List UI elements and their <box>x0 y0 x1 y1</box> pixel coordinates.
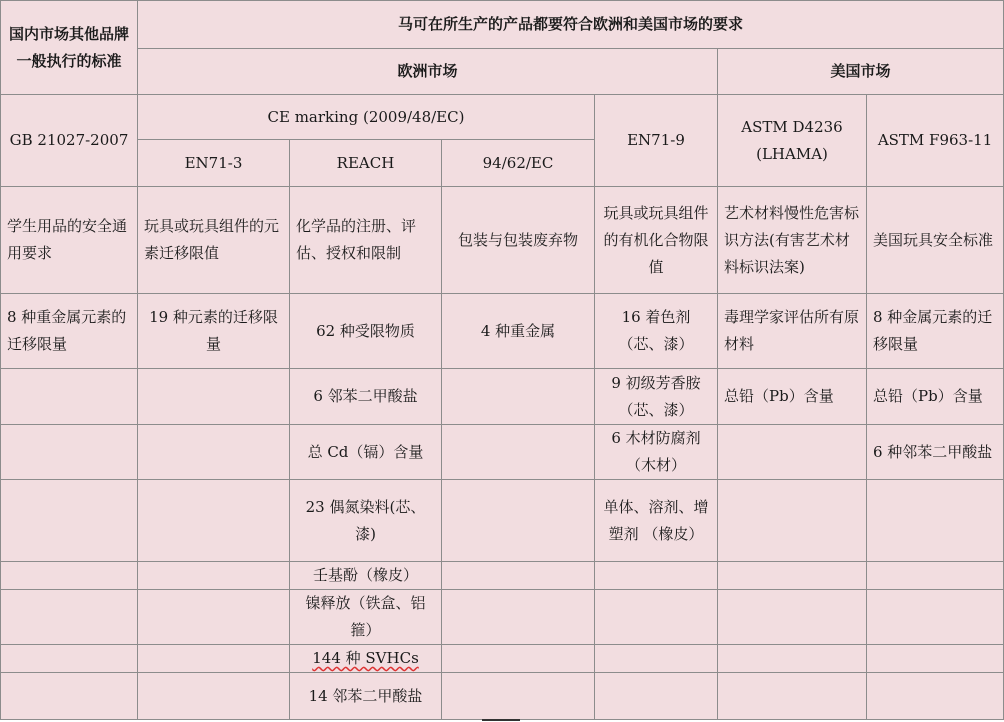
empty-cell <box>138 673 290 720</box>
table-row <box>1 480 1004 562</box>
empty-cell <box>867 673 1004 720</box>
empty-cell <box>1 590 138 645</box>
table-row <box>1 369 1004 425</box>
packaging-standard: 94/62/EC <box>442 140 595 187</box>
reach-description: 化学品的注册、评估、授权和限制 <box>290 187 442 294</box>
gb-limit: 8 种重金属元素的迁移限量 <box>1 294 138 369</box>
limits-row <box>1 294 1004 369</box>
en71-3-description: 玩具或玩具组件的元素迁移限值 <box>138 187 290 294</box>
empty-cell <box>1 425 138 480</box>
empty-cell <box>595 645 718 673</box>
empty-cell <box>718 480 867 562</box>
description-row <box>1 187 1004 294</box>
empty-cell <box>442 673 595 720</box>
empty-cell <box>595 673 718 720</box>
empty-cell <box>442 590 595 645</box>
empty-cell <box>867 480 1004 562</box>
reach-item: 总 Cd（镉）含量 <box>290 425 442 480</box>
reach-item: 镍释放（铁盒、铝箍） <box>290 590 442 645</box>
domestic-header: 国内市场其他品牌一般执行的标准 <box>1 1 138 95</box>
empty-cell <box>138 425 290 480</box>
astm-d4236-description: 艺术材料慢性危害标识方法(有害艺术材料标识法案) <box>718 187 867 294</box>
divider <box>482 719 520 721</box>
packaging-limit: 4 种重金属 <box>442 294 595 369</box>
empty-cell <box>595 562 718 590</box>
astm-f963-item: 总铅（Pb）含量 <box>867 369 1004 425</box>
astm-d4236-item: 总铅（Pb）含量 <box>718 369 867 425</box>
table-row <box>1 673 1004 720</box>
en71-3-standard: EN71-3 <box>138 140 290 187</box>
reach-item: 23 偶氮染料(芯、漆) <box>290 480 442 562</box>
en71-3-limit: 19 种元素的迁移限量 <box>138 294 290 369</box>
astm-f963-limit: 8 种金属元素的迁移限量 <box>867 294 1004 369</box>
us-market-header: 美国市场 <box>718 49 1004 95</box>
astm-d4236-limit: 毒理学家评估所有原材料 <box>718 294 867 369</box>
reach-item: 壬基酚（橡皮） <box>290 562 442 590</box>
empty-cell <box>595 590 718 645</box>
empty-cell <box>138 590 290 645</box>
en71-9-limit: 16 着色剂（芯、漆） <box>595 294 718 369</box>
empty-cell <box>718 673 867 720</box>
table-row <box>1 425 1004 480</box>
en71-9-item: 9 初级芳香胺（芯、漆） <box>595 369 718 425</box>
empty-cell <box>1 369 138 425</box>
astm-d4236-standard: ASTM D4236 (LHAMA) <box>718 95 867 187</box>
standards-row-a <box>1 95 1004 140</box>
astm-f963-item: 6 种邻苯二甲酸盐 <box>867 425 1004 480</box>
empty-cell <box>1 645 138 673</box>
empty-cell <box>442 369 595 425</box>
astm-f963-description: 美国玩具安全标准 <box>867 187 1004 294</box>
packaging-description: 包装与包装废弃物 <box>442 187 595 294</box>
empty-cell <box>718 590 867 645</box>
en71-9-item: 单体、溶剂、增塑剂 （橡皮） <box>595 480 718 562</box>
empty-cell <box>138 480 290 562</box>
header-row-2 <box>1 49 1004 95</box>
table-row <box>1 562 1004 590</box>
astm-f963-standard: ASTM F963-11 <box>867 95 1004 187</box>
en71-9-description: 玩具或玩具组件的有机化合物限值 <box>595 187 718 294</box>
eu-market-header: 欧洲市场 <box>138 49 718 95</box>
en71-9-item: 6 木材防腐剂（木材） <box>595 425 718 480</box>
empty-cell <box>442 645 595 673</box>
empty-cell <box>442 480 595 562</box>
empty-cell <box>718 562 867 590</box>
empty-cell <box>138 369 290 425</box>
reach-limit: 62 种受限物质 <box>290 294 442 369</box>
reach-standard: REACH <box>290 140 442 187</box>
gb-standard: GB 21027-2007 <box>1 95 138 187</box>
empty-cell <box>138 562 290 590</box>
header-row-1 <box>1 1 1004 49</box>
empty-cell <box>718 645 867 673</box>
empty-cell <box>442 425 595 480</box>
empty-cell <box>1 480 138 562</box>
table-row <box>1 590 1004 645</box>
requirement-header: 马可在所生产的产品都要符合欧洲和美国市场的要求 <box>138 1 1004 49</box>
gb-description: 学生用品的安全通用要求 <box>1 187 138 294</box>
table-row <box>1 645 1004 673</box>
ce-marking-standard: CE marking (2009/48/EC) <box>138 95 595 140</box>
empty-cell <box>442 562 595 590</box>
empty-cell <box>867 562 1004 590</box>
reach-item <box>290 645 442 673</box>
svhc-text: 144 种 SVHCs <box>312 649 419 667</box>
empty-cell <box>1 673 138 720</box>
reach-item: 6 邻苯二甲酸盐 <box>290 369 442 425</box>
empty-cell <box>718 425 867 480</box>
empty-cell <box>138 645 290 673</box>
en71-9-standard: EN71-9 <box>595 95 718 187</box>
reach-item: 14 邻苯二甲酸盐 <box>290 673 442 720</box>
empty-cell <box>867 645 1004 673</box>
empty-cell <box>1 562 138 590</box>
empty-cell <box>867 590 1004 645</box>
